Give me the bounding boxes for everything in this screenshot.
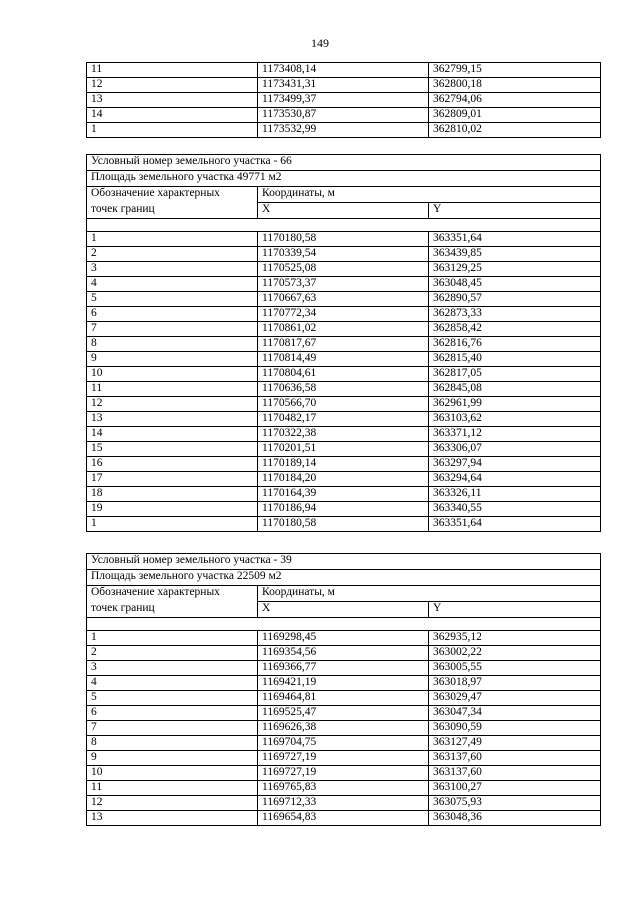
- table-row: [87, 307, 601, 322]
- y-cell: 363371,12: [429, 427, 601, 442]
- y-cell: 363029,47: [429, 691, 601, 706]
- y-cell: 363306,07: [429, 442, 601, 457]
- point-cell: 16: [87, 457, 258, 472]
- header-point-line2: точек границ: [87, 203, 258, 219]
- plot-number-row: [87, 554, 601, 570]
- table-row: [87, 472, 601, 487]
- table-row: [87, 751, 601, 766]
- table-body: [87, 63, 601, 138]
- x-cell: 1170636,58: [258, 382, 429, 397]
- y-cell: 363075,93: [429, 796, 601, 811]
- y-cell: 362817,05: [429, 367, 601, 382]
- point-cell: 19: [87, 502, 258, 517]
- y-cell: 363129,25: [429, 262, 601, 277]
- y-cell: 362890,57: [429, 292, 601, 307]
- y-cell: 363294,64: [429, 472, 601, 487]
- point-cell: 8: [87, 337, 258, 352]
- header-coordinates: Координаты, м: [258, 586, 601, 602]
- y-cell: 363005,55: [429, 661, 601, 676]
- table-row: [87, 108, 601, 123]
- x-cell: 1170861,02: [258, 322, 429, 337]
- x-cell: 1170180,58: [258, 232, 429, 247]
- x-cell: 1173499,37: [258, 93, 429, 108]
- table-row: [87, 631, 601, 646]
- column-header-row: [87, 187, 601, 203]
- x-cell: 1170566,70: [258, 397, 429, 412]
- table-row: [87, 292, 601, 307]
- y-cell: 362794,06: [429, 93, 601, 108]
- point-cell: 11: [87, 382, 258, 397]
- table-row: [87, 78, 601, 93]
- x-cell: 1169712,33: [258, 796, 429, 811]
- point-cell: 6: [87, 307, 258, 322]
- coordinates-table-plot-66: [86, 154, 601, 532]
- x-cell: 1170180,58: [258, 517, 429, 532]
- x-cell: 1170482,17: [258, 412, 429, 427]
- point-cell: 5: [87, 691, 258, 706]
- y-cell: 362935,12: [429, 631, 601, 646]
- point-cell: 4: [87, 277, 258, 292]
- x-cell: 1170339,54: [258, 247, 429, 262]
- x-cell: 1169366,77: [258, 661, 429, 676]
- x-cell: 1170667,63: [258, 292, 429, 307]
- x-cell: 1170164,39: [258, 487, 429, 502]
- spacer-row: [87, 618, 601, 631]
- y-cell: 363018,97: [429, 676, 601, 691]
- x-cell: 1173408,14: [258, 63, 429, 78]
- header-point-line1: Обозначение характерных: [87, 187, 258, 203]
- point-cell: 11: [87, 63, 258, 78]
- table-row: [87, 487, 601, 502]
- plot-number-row: [87, 155, 601, 171]
- point-cell: 13: [87, 93, 258, 108]
- x-cell: 1169626,38: [258, 721, 429, 736]
- spacer-cell: [87, 219, 601, 232]
- table-row: [87, 93, 601, 108]
- table-row: [87, 646, 601, 661]
- y-cell: 363351,64: [429, 232, 601, 247]
- x-cell: 1169654,83: [258, 811, 429, 826]
- column-header-row: [87, 586, 601, 602]
- x-cell: 1170201,51: [258, 442, 429, 457]
- header-coordinates: Координаты, м: [258, 187, 601, 203]
- y-cell: 362858,42: [429, 322, 601, 337]
- table-row: [87, 661, 601, 676]
- point-cell: 1: [87, 123, 258, 138]
- table-row: [87, 262, 601, 277]
- x-cell: 1173532,99: [258, 123, 429, 138]
- y-cell: 363047,34: [429, 706, 601, 721]
- y-cell: 362809,01: [429, 108, 601, 123]
- spacer-row: [87, 219, 601, 232]
- x-cell: 1169298,45: [258, 631, 429, 646]
- x-cell: 1170525,08: [258, 262, 429, 277]
- table-row: [87, 397, 601, 412]
- column-subheader-row: [87, 203, 601, 219]
- spacer-cell: [87, 618, 601, 631]
- point-cell: 6: [87, 706, 258, 721]
- header-point-line2: точек границ: [87, 602, 258, 618]
- plot-number: Условный номер земельного участка - 66: [87, 155, 601, 171]
- x-cell: 1169525,47: [258, 706, 429, 721]
- table-row: [87, 796, 601, 811]
- table-row: [87, 676, 601, 691]
- x-cell: 1169765,83: [258, 781, 429, 796]
- y-cell: 362816,76: [429, 337, 601, 352]
- x-cell: 1170814,49: [258, 352, 429, 367]
- table-row: [87, 457, 601, 472]
- y-cell: 363297,94: [429, 457, 601, 472]
- y-cell: 363002,22: [429, 646, 601, 661]
- point-cell: 12: [87, 397, 258, 412]
- table-row: [87, 367, 601, 382]
- y-cell: 363439,85: [429, 247, 601, 262]
- y-cell: 363090,59: [429, 721, 601, 736]
- point-cell: 2: [87, 247, 258, 262]
- y-cell: 362961,99: [429, 397, 601, 412]
- table-row: [87, 232, 601, 247]
- x-cell: 1170322,38: [258, 427, 429, 442]
- table-row: [87, 442, 601, 457]
- y-cell: 362815,40: [429, 352, 601, 367]
- y-cell: 363100,27: [429, 781, 601, 796]
- header-x: X: [258, 203, 429, 219]
- point-cell: 1: [87, 517, 258, 532]
- point-cell: 12: [87, 796, 258, 811]
- table-row: [87, 811, 601, 826]
- x-cell: 1169727,19: [258, 766, 429, 781]
- plot-area-row: [87, 570, 601, 586]
- point-cell: 5: [87, 292, 258, 307]
- point-cell: 13: [87, 412, 258, 427]
- plot-number: Условный номер земельного участка - 39: [87, 554, 601, 570]
- point-cell: 7: [87, 322, 258, 337]
- point-cell: 11: [87, 781, 258, 796]
- x-cell: 1173530,87: [258, 108, 429, 123]
- table-body: [87, 155, 601, 532]
- point-cell: 2: [87, 646, 258, 661]
- plot-area-row: [87, 171, 601, 187]
- table-row: [87, 517, 601, 532]
- x-cell: 1170804,61: [258, 367, 429, 382]
- x-cell: 1170772,34: [258, 307, 429, 322]
- point-cell: 10: [87, 766, 258, 781]
- x-cell: 1170573,37: [258, 277, 429, 292]
- y-cell: 363127,49: [429, 736, 601, 751]
- x-cell: 1170817,67: [258, 337, 429, 352]
- point-cell: 15: [87, 442, 258, 457]
- table-row: [87, 63, 601, 78]
- x-cell: 1170186,94: [258, 502, 429, 517]
- y-cell: 363137,60: [429, 751, 601, 766]
- x-cell: 1169464,81: [258, 691, 429, 706]
- point-cell: 9: [87, 352, 258, 367]
- table-row: [87, 502, 601, 517]
- header-x: X: [258, 602, 429, 618]
- header-y: Y: [429, 203, 601, 219]
- point-cell: 12: [87, 78, 258, 93]
- point-cell: 3: [87, 661, 258, 676]
- table-row: [87, 721, 601, 736]
- column-subheader-row: [87, 602, 601, 618]
- x-cell: 1170189,14: [258, 457, 429, 472]
- table-row: [87, 247, 601, 262]
- point-cell: 9: [87, 751, 258, 766]
- point-cell: 18: [87, 487, 258, 502]
- point-cell: 4: [87, 676, 258, 691]
- table-row: [87, 337, 601, 352]
- y-cell: 363048,36: [429, 811, 601, 826]
- header-point-line1: Обозначение характерных: [87, 586, 258, 602]
- y-cell: 363137,60: [429, 766, 601, 781]
- point-cell: 1: [87, 631, 258, 646]
- x-cell: 1170184,20: [258, 472, 429, 487]
- y-cell: 362799,15: [429, 63, 601, 78]
- y-cell: 363048,45: [429, 277, 601, 292]
- point-cell: 14: [87, 427, 258, 442]
- table-row: [87, 352, 601, 367]
- coordinates-table-continued: [86, 62, 601, 138]
- x-cell: 1169354,56: [258, 646, 429, 661]
- table-row: [87, 277, 601, 292]
- plot-area: Площадь земельного участка 49771 м2: [87, 171, 601, 187]
- point-cell: 10: [87, 367, 258, 382]
- x-cell: 1169704,75: [258, 736, 429, 751]
- y-cell: 362873,33: [429, 307, 601, 322]
- y-cell: 363351,64: [429, 517, 601, 532]
- table-row: [87, 736, 601, 751]
- x-cell: 1173431,31: [258, 78, 429, 93]
- table-row: [87, 322, 601, 337]
- table-row: [87, 691, 601, 706]
- y-cell: 362845,08: [429, 382, 601, 397]
- table-row: [87, 706, 601, 721]
- point-cell: 17: [87, 472, 258, 487]
- table-row: [87, 781, 601, 796]
- table-body: [87, 554, 601, 826]
- y-cell: 363103,62: [429, 412, 601, 427]
- point-cell: 8: [87, 736, 258, 751]
- header-y: Y: [429, 602, 601, 618]
- point-cell: 1: [87, 232, 258, 247]
- y-cell: 363340,55: [429, 502, 601, 517]
- x-cell: 1169421,19: [258, 676, 429, 691]
- table-row: [87, 412, 601, 427]
- y-cell: 362800,18: [429, 78, 601, 93]
- point-cell: 14: [87, 108, 258, 123]
- point-cell: 7: [87, 721, 258, 736]
- x-cell: 1169727,19: [258, 751, 429, 766]
- coordinates-table-plot-39: [86, 553, 601, 826]
- table-row: [87, 382, 601, 397]
- point-cell: 13: [87, 811, 258, 826]
- y-cell: 363326,11: [429, 487, 601, 502]
- table-row: [87, 123, 601, 138]
- table-row: [87, 427, 601, 442]
- page-number: 149: [311, 36, 329, 50]
- y-cell: 362810,02: [429, 123, 601, 138]
- table-row: [87, 766, 601, 781]
- point-cell: 3: [87, 262, 258, 277]
- plot-area: Площадь земельного участка 22509 м2: [87, 570, 601, 586]
